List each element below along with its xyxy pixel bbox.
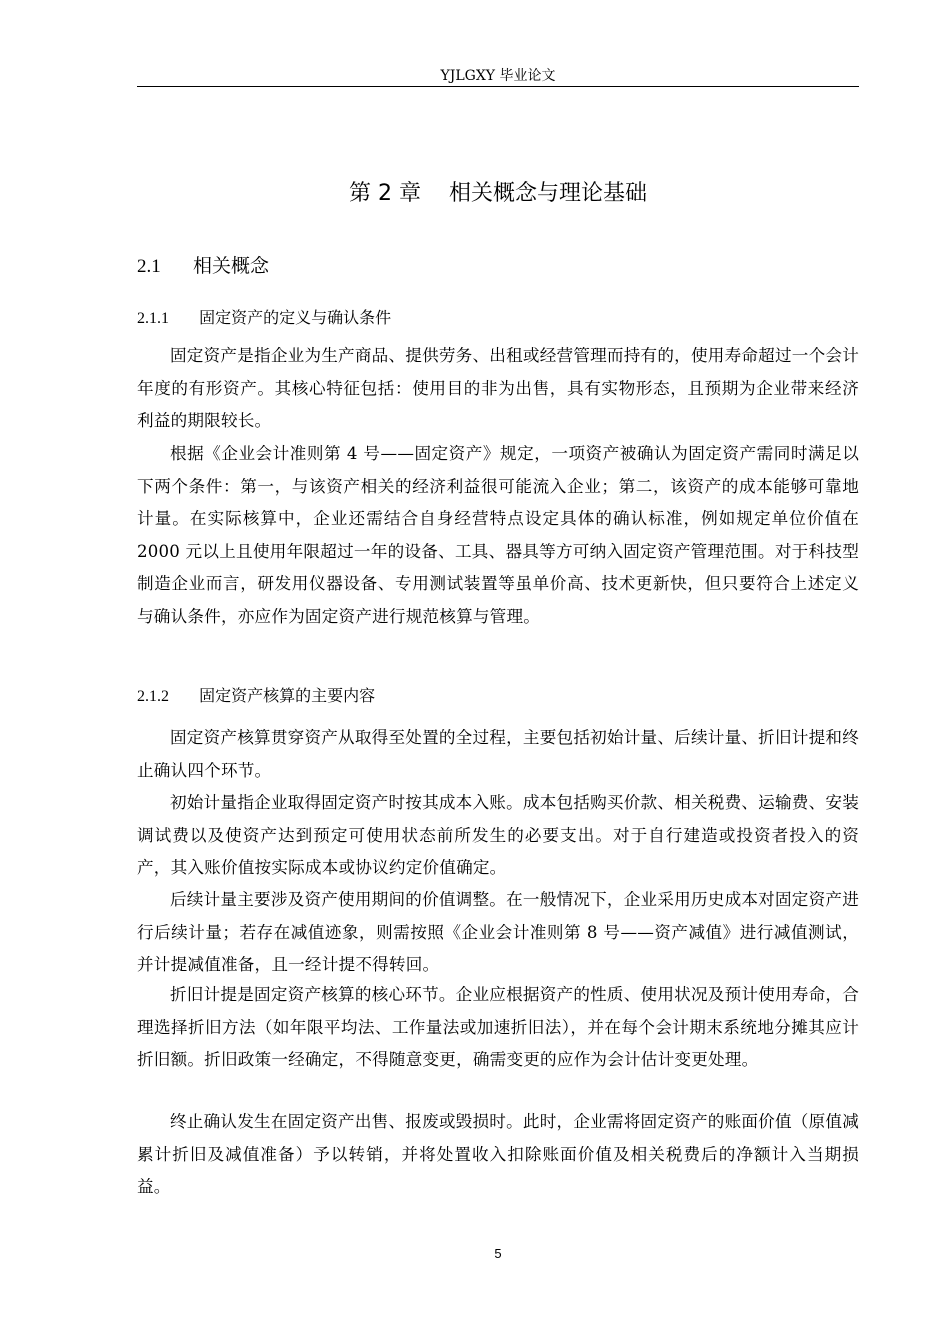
chapter-heading <box>137 176 859 212</box>
paragraph: 根据《企业会计准则第 4 号——固定资产》规定，一项资产被确认为固定资产需同时满足以下两个条件：第一，与该资产相关的经济利益很可能流入企业；第二，该资产的成本能够可靠地计量。在实际核算中，企业还需结合自身经营特点设定具体的确认标准，例如规定单位价值在 2000 元以上且使用年限超过一年的设备、工具、器具等方可纳入固定资产管理范围。对于科技型制造企业而言，研发用仪器设备、专用测试装置等虽单价高、技术更新快，但只要符合上述定义与确认条件，亦应作为固定资产进行规范核算与管理。 <box>137 444 859 626</box>
chapter-title: 相关概念与理论基础 <box>448 181 647 206</box>
subsection-number: 2.1.1 <box>137 310 169 327</box>
subsection-heading-2-1-2 <box>137 683 375 710</box>
subsection-heading-2-1-1 <box>137 305 391 332</box>
paragraph: 折旧计提是固定资产核算的核心环节。企业应根据资产的性质、使用状况及预计使用寿命，合理选择折旧方法（如年限平均法、工作量法或加速折旧法），并在每个会计期末系统地分摊其应计折旧额。折旧政策一经确定，不得随意变更，确需变更的应作为会计估计变更处理。 <box>137 985 859 1069</box>
subsection-title: 固定资产的定义与确认条件 <box>199 308 392 327</box>
paragraph: 初始计量指企业取得固定资产时按其成本入账。成本包括购买价款、相关税费、运输费、安装调试费以及使资产达到预定可使用状态前所发生的必要支出。对于自行建造或投资者投入的资产，其入账价值按实际成本或协议约定价值确定。 <box>137 793 859 877</box>
page-number: 5 <box>494 1246 502 1261</box>
section-title: 相关概念 <box>193 255 270 277</box>
paragraph: 后续计量主要涉及资产使用期间的价值调整。在一般情况下，企业采用历史成本对固定资产进行后续计量；若存在减值迹象，则需按照《企业会计准则第 8 号——资产减值》进行减值测试，并计提减值准备，且一经计提不得转回。 <box>137 890 859 974</box>
header-text: YJLGXY 毕业论文 <box>440 68 556 84</box>
page-header <box>137 66 859 87</box>
subsection-number: 2.1.2 <box>137 688 169 705</box>
paragraph: 固定资产核算贯穿资产从取得至处置的全过程，主要包括初始计量、后续计量、折旧计提和终止确认四个环节。 <box>137 728 859 780</box>
paragraph: 终止确认发生在固定资产出售、报废或毁损时。此时，企业需将固定资产的账面价值（原值减累计折旧及减值准备）予以转销，并将处置收入扣除账面价值及相关税费后的净额计入当期损益。 <box>137 1112 859 1196</box>
section-number: 2.1 <box>137 256 161 277</box>
paragraph: 固定资产是指企业为生产商品、提供劳务、出租或经营管理而持有的，使用寿命超过一个会计年度的有形资产。其核心特征包括：使用目的非为出售，具有实物形态，且预期为企业带来经济利益的期限较长。 <box>137 346 859 430</box>
chapter-number: 第 2 章 <box>349 181 421 206</box>
subsection-title: 固定资产核算的主要内容 <box>199 686 376 705</box>
section-heading-2-1 <box>137 251 269 282</box>
